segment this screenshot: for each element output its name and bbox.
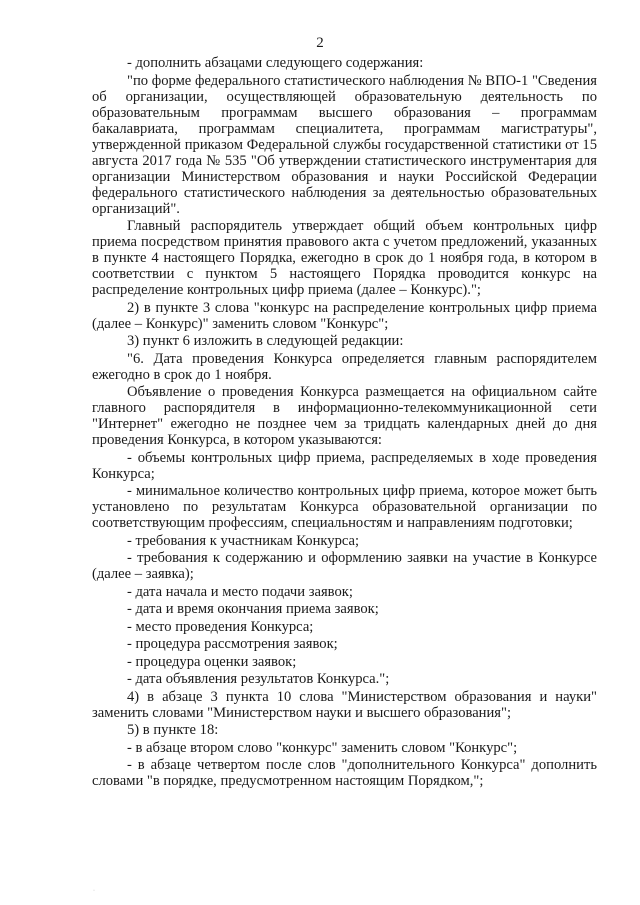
list-item: - процедура рассмотрения заявок; [127,636,338,652]
list-item: - дата и время окончания приема заявок; [127,601,379,617]
paragraph: "по форме федерального статистического наблюдения № ВПО-1 "Сведения об организации, осуществляющей образовательную деятельность по образовательным программам высшего образования – программам бакалавриата, программам специалитета, программам магистратуры", утвержденной приказом Федеральной службы государственной статистики от 15 августа 2017 года № 535 "Об утверждении статистического инструментария для организации Министерством образования и науки Российской Федерации федерального статистического наблюдения за деятельностью образовательных организаций". [92,72,597,217]
list-item: - требования к участникам Конкурса; [127,532,360,549]
paragraph: Объявление о проведения Конкурса размещается на официальном сайте главного распорядителя в информационно-телекоммуникационной сети "Интернет" ежегодно не позднее чем за тридцать календарных дней до дня проведения Конкурса, в котором указываются: [92,384,597,448]
list-item: - место проведения Конкурса; [127,618,314,635]
paragraph: 4) в абзаце 3 пункта 10 слова "Министерством образования и науки" заменить словами "Министерством науки и высшего образования"; [92,688,597,721]
list-item: - дата объявления результатов Конкурса."; [127,671,390,687]
margin-mark: · [93,888,95,894]
list-item: - в абзаце четвертом после слов "дополнительного Конкурса" дополнить словами "в порядке, предусмотренном настоящим Порядком,"; [92,757,597,789]
paragraph: - дополнить абзацами следующего содержания: [127,55,424,71]
list-item: - требования к содержанию и оформлению заявки на участие в Конкурсе (далее – заявка); [92,550,597,582]
list-item: - объемы контрольных цифр приема, распределяемых в ходе проведения Конкурса; [92,449,597,482]
paragraph: 3) пункт 6 изложить в следующей редакции: [127,333,404,349]
page-number: 2 [316,35,324,51]
paragraph: 2) в пункте 3 слова "конкурс на распределение контрольных цифр приема (далее – Конкурс)" заменить словом "Конкурс"; [92,299,597,332]
list-item: - в абзаце втором слово "конкурс" заменить словом "Конкурс"; [127,739,518,756]
paragraph: "6. Дата проведения Конкурса определяется главным распорядителем ежегодно в срок до 1 ноября. [92,350,597,383]
list-item: - дата начала и место подачи заявок; [127,583,353,600]
list-item: - минимальное количество контрольных цифр приема, которое может быть установлено по результатам Конкурса образовательной организации по соответствующим профессиям, специальностям и направлениям подготовки; [92,483,597,531]
document-body [92,55,597,791]
paragraph: 5) в пункте 18: [127,722,219,738]
paragraph: Главный распорядитель утверждает общий объем контрольных цифр приема посредством принятия правового акта с учетом предложений, указанных в пункте 4 настоящего Порядка, ежегодно в срок до 1 ноября года, в котором в соответствии с пунктом 5 настоящего Порядка проводится конкурс на распределение контрольных цифр приема (далее – Конкурс)."; [92,218,597,298]
list-item: - процедура оценки заявок; [127,653,297,670]
